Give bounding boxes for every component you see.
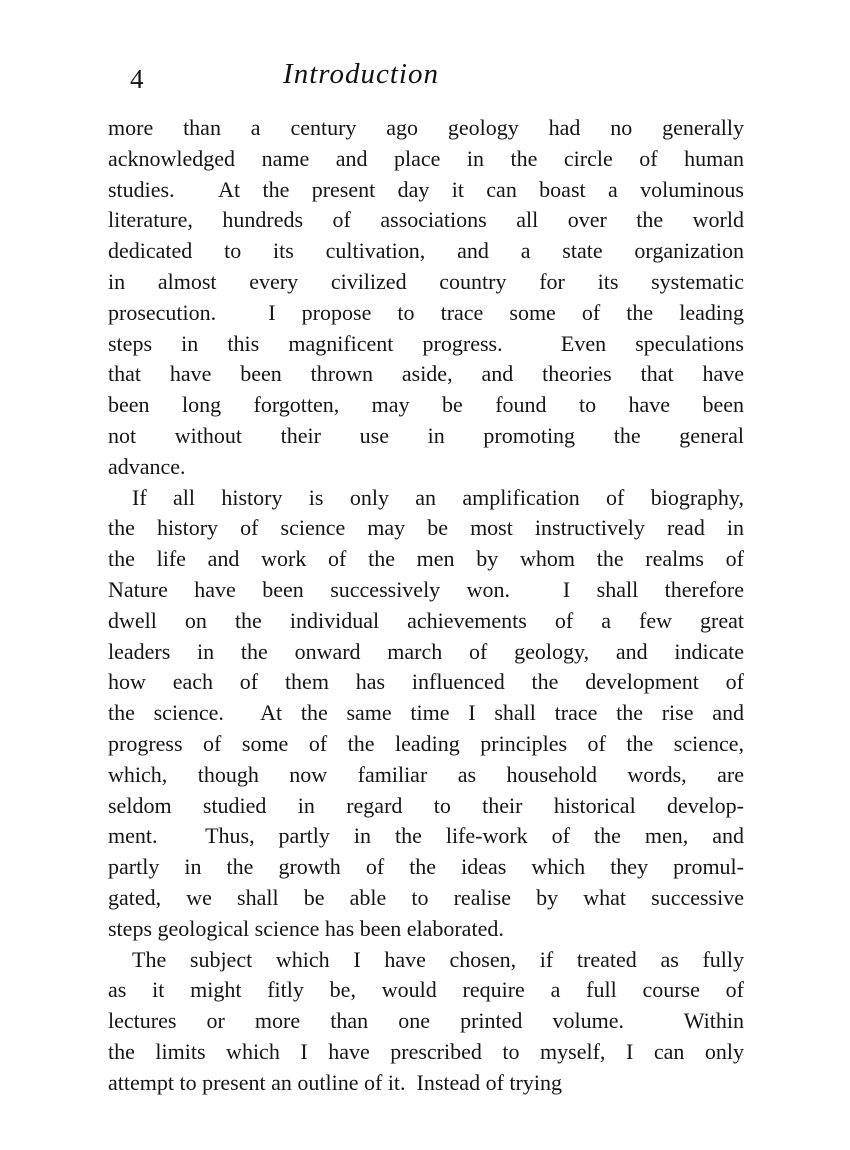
text-line: attempt to present an outline of it. Instead of trying [108, 1069, 562, 1095]
text-line: the history of science may be most instructively read in [108, 515, 744, 541]
text-line: how each of them has influenced the development of [108, 669, 744, 695]
text-line: steps in this magnificent progress. Even speculations [108, 330, 744, 356]
text-line: which, though now familiar as household words, are [108, 761, 744, 787]
text-line: seldom studied in regard to their historical develop- [108, 792, 744, 818]
text-line: acknowledged name and place in the circle of human [108, 145, 744, 171]
text-line: the limits which I have prescribed to myself, I can only [108, 1038, 744, 1064]
text-line: Nature have been successively won. I shall therefore [108, 576, 744, 602]
text-line: the life and work of the men by whom the realms of [108, 546, 744, 572]
paragraph [108, 113, 744, 483]
text-line: as it might fitly be, would require a full course of [108, 977, 744, 1003]
running-head-title: Introduction [283, 58, 439, 90]
text-line: The subject which I have chosen, if treated as fully [132, 946, 744, 972]
text-line: If all history is only an amplification of biography, [132, 484, 744, 510]
text-line: prosecution. I propose to trace some of the leading [108, 299, 744, 325]
paragraph [108, 945, 744, 1099]
text-line: dwell on the individual achievements of a few great [108, 607, 744, 633]
text-line: gated, we shall be able to realise by what successive [108, 884, 744, 910]
text-line: not without their use in promoting the general [108, 422, 744, 448]
text-line: partly in the growth of the ideas which they promul- [108, 854, 744, 880]
text-line: the science. At the same time I shall trace the rise and [108, 700, 744, 726]
text-line: steps geological science has been elaborated. [108, 915, 504, 941]
page-number: 4 [130, 64, 144, 94]
text-line: literature, hundreds of associations all over the world [108, 207, 744, 233]
text-block [108, 113, 744, 1099]
text-line: dedicated to its cultivation, and a state organization [108, 238, 744, 264]
text-line: more than a century ago geology had no generally [108, 115, 744, 140]
text-line: lectures or more than one printed volume. Within [108, 1008, 744, 1034]
text-line: leaders in the onward march of geology, and indicate [108, 638, 744, 664]
text-line: been long forgotten, may be found to have been [108, 392, 744, 418]
text-line: progress of some of the leading principles of the science, [108, 730, 744, 756]
paragraph [108, 483, 744, 945]
text-line: that have been thrown aside, and theories that have [108, 361, 744, 387]
text-line: studies. At the present day it can boast a voluminous [108, 176, 744, 202]
text-line: advance. [108, 453, 186, 479]
text-line: in almost every civilized country for its systematic [108, 268, 744, 294]
text-line: ment. Thus, partly in the life-work of the men, and [108, 823, 744, 849]
